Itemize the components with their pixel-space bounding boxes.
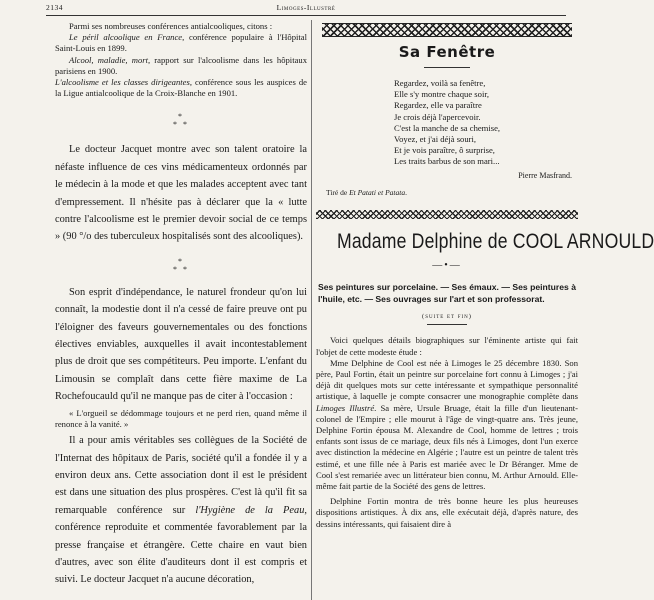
limoges-illustre-ref: Limoges Illustré xyxy=(316,402,375,413)
left-column xyxy=(55,21,307,599)
article-intro: Voici quelques détails biographiques sur l'éminente artiste qui fait l'objet de cette modeste étude : xyxy=(316,335,578,357)
conferences-intro: Parmi ses nombreuses conférences antialcooliques, citons : xyxy=(69,21,273,31)
poem-line: Regardez, voilà sa fenêtre, xyxy=(394,78,486,88)
poem-source-suffix: . xyxy=(405,187,407,197)
page-number: 2134 xyxy=(46,3,63,12)
poem-body xyxy=(316,78,578,168)
poem-line: Elle s'y montre chaque soir, xyxy=(394,89,489,100)
poem-ornament-band xyxy=(322,23,572,37)
conference-1-title: Le péril alcoolique en France xyxy=(69,32,183,43)
conference-2-title: Alcool, maladie, mort xyxy=(69,54,148,65)
conference-1 xyxy=(55,32,307,54)
paragraph-society-a: Il a pour amis véritables ses collègues de la Société de l'Internat des hôpitaux de Paris, société qu'il a fondée il y a environ deux ans. Cette association dont il est le président est dans une situation des plus prospères. C'est là qu'il fit sa remarquable conférence sur xyxy=(55,435,307,516)
article-biography-a: Mme Delphine de Cool est née à Limoges le 25 décembre 1830. Son père, Paul Fortin, était un peintre sur porcelaine fort connu à Limoges ; j'ai déjà dit quelques mots sur cette intéressante et sympathique personnalité artistique, à laquelle je compte consacrer une monographie complète dans xyxy=(316,357,578,402)
article-title-ornament: —•— xyxy=(432,259,462,271)
poem-source xyxy=(316,188,578,198)
page-header xyxy=(46,3,566,15)
paragraph-independence: Son esprit d'indépendance, le naturel frondeur qu'on lui connaît, la modestie dont il n'a cessé de faire preuve ont pu l'éloigner des faveurs gouvernementales ou des fonctions électives enviables, auxquelles il avait incontestablement plus de droit que ses compétiteurs. Peu importe. L'enfant du Limousin se complaît dans cette fière maxime de La Rochefoucauld qu'il ne manque pas de citer à l'occasion : xyxy=(55,286,307,403)
poem-author: Pierre Masfrand. xyxy=(518,170,572,180)
suite-label: (suite et fin) xyxy=(422,313,472,321)
conference-2 xyxy=(55,55,307,77)
poem-source-prefix: Tiré de xyxy=(326,187,350,197)
poem-line: Les traits barbus de son mari... xyxy=(394,156,500,167)
conference-3-title: L'alcoolisme et les classes dirigeantes xyxy=(55,77,190,88)
right-column xyxy=(316,21,654,599)
article-youth: Delphine Fortin montra de très bonne heure les plus heureuses dispositions artistiques. À dix ans, elle exécutait déjà, d'après nature, des dessins intéressants, qui faisaient dire à xyxy=(316,496,578,529)
poem-line: Regardez, elle va paraître xyxy=(394,100,482,111)
column-divider xyxy=(311,20,312,600)
article-subtitle: Ses peintures sur porcelaine. — Ses émaux. — Ses peintures à l'huile, etc. — Ses ouvrages sur l'art et son professorat. xyxy=(318,281,576,305)
poem-line: Et je vois paraître, ô surprise, xyxy=(394,145,495,156)
header-rule xyxy=(46,15,566,16)
conference-3 xyxy=(55,77,307,99)
conference-2-details: , rapport sur l'alcoolisme dans les hôpitaux parisiens en 1900. xyxy=(55,54,307,76)
paragraph-society xyxy=(55,432,307,589)
poem-source-title: Et Patati et Patata xyxy=(349,187,406,197)
paragraph-society-b: , conférence reproduite et commentée favorablement par la presse française et étrangère. Cette chaire en vaut bien d'autres, avec son élite d'auditeurs dont il est compris et suivi. Le docteur Jacquet n'a aucune décoration, xyxy=(55,504,307,586)
conference-1-details: , conférence populaire à l'Hôpital Saint-Louis en 1899. xyxy=(55,32,307,54)
article-title: Madame Delphine de COOL ARNOULD xyxy=(336,229,654,253)
poem-title: Sa Fenêtre xyxy=(398,43,496,61)
article-biography xyxy=(316,358,578,492)
poem-line: Je crois déjà l'apercevoir. xyxy=(394,111,481,122)
suite-rule xyxy=(427,324,467,325)
article-ornament-band xyxy=(316,210,578,219)
journal-title: Limoges-Illustré xyxy=(276,3,336,12)
section-separator-2: * * * xyxy=(173,256,189,274)
conference-3-details: , conférence sous les auspices de la Ligue antialcoolique de la Croix-Blanche en 1901. xyxy=(55,77,307,99)
poem-title-rule xyxy=(424,67,470,68)
article-biography-b: . Sa mère, Ursule Bruage, était la fille d'un lieutenant-colonel de l'Empire ; elle mourut à l'âge de vingt-quatre ans. Très jeune, Delphine Fortin épousa M. Alexandre de Cool, homme de lettres ; trois enfants sont issus de ce mariage, deux fils nés à Limoges, dont l'un exerce avec distinction la médecine en Algérie ; l'autre est un peintre de talent très estimé, et une fille née à Paris est mariée avec le Dr Béranger. Mme de Cool s'est remariée avec un littérateur bien connu, M. Arthur Arnould. Elle-même fait partie de la Société des gens de lettres. xyxy=(316,402,579,492)
poem-line: C'est la manche de sa chemise, xyxy=(394,122,501,133)
rochefoucauld-quote: « L'orgueil se dédommage toujours et ne perd rien, quand même il renonce à la vanité. » xyxy=(55,407,307,429)
hygiene-conference-title: l'Hygiène de la Peau xyxy=(195,504,305,516)
paragraph-wines: Le docteur Jacquet montre avec son talent oratoire la néfaste influence de ces vins médicamenteux ordonnés par le médecin à la mode et que les malades acceptent avec tant d'empressement. Il n'hésite pas à déclarer que la « lutte contre l'alcoolisme est le premier devoir social de ce temps » (90 °/o des tuberculeux hospitalisés sont des alcooliques). xyxy=(55,144,307,243)
section-separator-1: * * * xyxy=(173,112,189,130)
poem-line: Voyez, et j'ai déjà souri, xyxy=(394,134,477,145)
